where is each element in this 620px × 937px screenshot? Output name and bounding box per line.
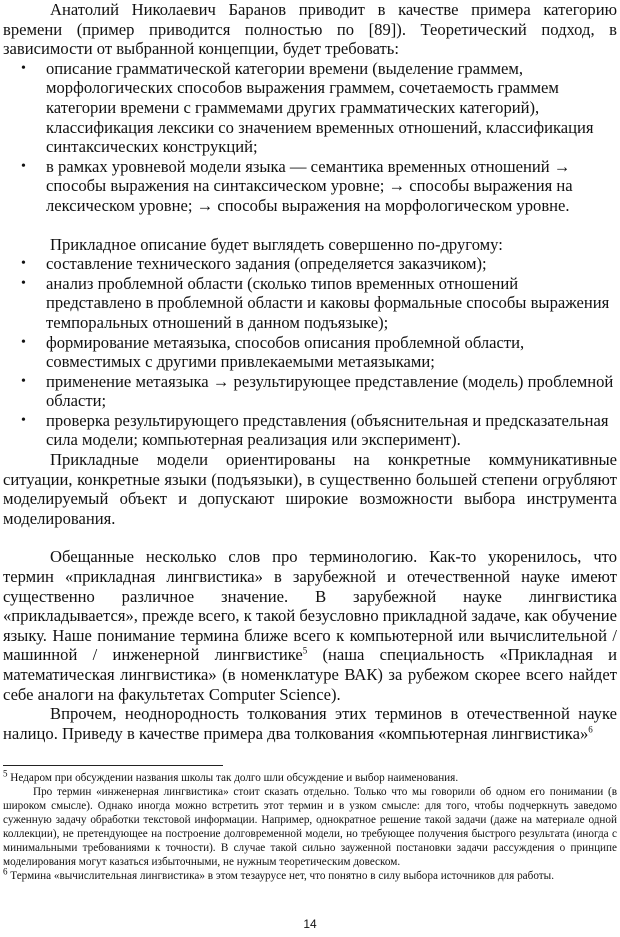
paragraph-applied-description: Прикладное описание будет выглядеть совершенно по-другому: [50, 234, 503, 254]
list-item: • формирование метаязыка, способов описания проблемной области, совместимых с другими привлекаемыми метаязыками; [21, 332, 525, 372]
list-item: • составление технического задания (определяется заказчиком); [21, 254, 487, 274]
footnote-separator [3, 765, 223, 766]
bullet-icon: • [21, 373, 26, 389]
bullet-icon: • [21, 158, 26, 174]
paragraph-baranov: Анатолий Николаевич Баранов приводит в качестве примера категорию времени (пример приводится полностью по [89]). Теоретический подход, в зависимости от выбранной концепции, будет требовать: [3, 0, 617, 59]
list-item: • анализ проблемной области (сколько типов временных отношений представлено в проблемной области и каковы формальные способы выражения темпоральных отношений в данном подъязыке); [21, 273, 610, 332]
applied-approach-list [3, 254, 617, 450]
footnote-6: $^6$ Термина «вычислительная лингвистика» в этом тезаурусе нет, что понятно в силу выбора источников для работы. [3, 866, 554, 882]
spacer [3, 528, 617, 547]
paragraph-terminology: Обещанные несколько слов про терминологию. Как-то укоренилось, что термин «прикладная лингвистика» в зарубежной и отечественной науке имеют существенно различное значение. В зарубежной науке лингвистика «прикладывается», прежде всего, к такой безусловно прикладной задаче, как обучение языку. Наше понимание термина ближе всего к компьютерной или вычислительной / машинной / инженерной лингвистике$^5$ (наша специальность «Прикладная и математическая лингвистика» (в номенклатуре ВАК) за рубежом скорее всего найдет себе аналоги на факультетах Computer Science). [3, 547, 617, 704]
bullet-icon: • [21, 275, 26, 291]
page-number: 14 [303, 917, 317, 931]
list-item: • описание грамматической категории времени (выделение граммем, морфологических способов выражения граммем, сочетаемость граммем категории времени с граммемами других грамматических категорий), классификация лексики со значением временных отношений, классификация синтаксических конструкций; [21, 58, 594, 157]
list-item: • применение метаязыка → результирующее представление (модель) проблемной области; [21, 371, 614, 411]
bullet-icon: • [21, 334, 26, 350]
paragraph-applied-models: Прикладные модели ориентированы на конкретные коммуникативные ситуации, конкретные языки (подъязыки), в существенно большей степени огрубляют моделируемый объект и допускают широкие возможности выбора инструмента моделирования. [3, 450, 617, 528]
footnote-5-continued: Про термин «инженерная лингвистика» стоит сказать отдельно. Только что мы говорили об одном его понимании (в широком смысле). Однако иногда можно встретить этот термин и в узком смысле: для того, чтобы подчеркнуть заведомо суженную задачу обработки текстовой информации. Например, однократное решение такой задачи (даже на материале одной коллекции), не претендующее на построение долговременной модели, но требующее получения быстрого результата (иногда с минимальными требованиями к точности). В случае такой сильно зауженной постановки задачи рассуждения о принципе моделирования могут казаться избыточными, не нужным теоретическим довеском. [3, 786, 617, 868]
list-item: • проверка результирующего представления (объяснительная и предсказательная сила модели; компьютерная реализация или эксперимент). [21, 410, 609, 450]
footnote-ref-5[interactable]: 5 [302, 645, 308, 656]
footnotes [3, 768, 617, 883]
list-item: • в рамках уровневой модели языка — семантика временных отношений → способы выражения на синтаксическом уровне; → способы выражения на лексическом уровне; → способы выражения на морфологическом уровне. [21, 156, 573, 215]
bullet-icon: • [21, 60, 26, 76]
footnote-5: $^5$ Недаром при обсуждении названия школы так долго шли обсуждение и выбор наименования. [3, 768, 459, 784]
paragraph-heterogeneity: Впрочем, неоднородность толкования этих терминов в отечественной науке налицо. Приведу в качестве примера два толкования «компьютерная лингвистика»$^6$ [3, 704, 617, 743]
theoretical-approach-list [3, 59, 617, 216]
spacer [3, 216, 617, 235]
bullet-icon: • [21, 256, 26, 272]
footnote-ref-6[interactable]: 6 [588, 724, 593, 735]
bullet-icon: • [21, 412, 26, 428]
